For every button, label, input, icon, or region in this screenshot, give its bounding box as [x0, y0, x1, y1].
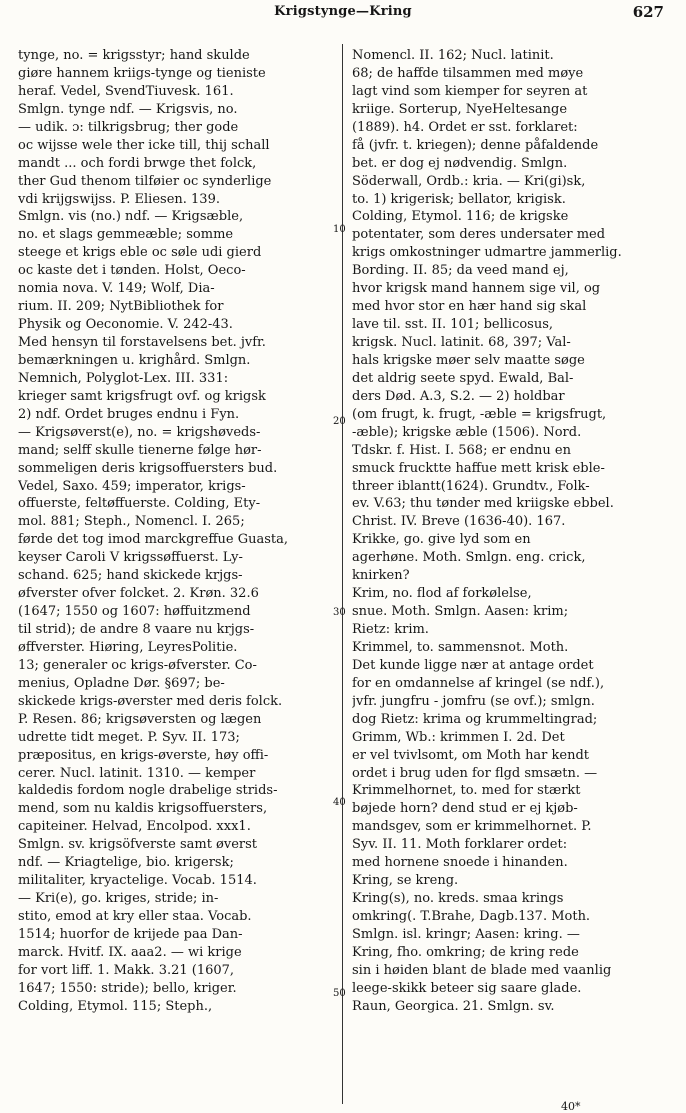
text-line: krieger samt krigsfrugt ovf. og krigsk	[18, 388, 266, 404]
text-line: præpositus, en krigs-øverste, høy offi-	[18, 747, 269, 763]
text-line: 2) ndf. Ordet bruges endnu i Fyn.	[18, 406, 240, 422]
text-line: Physik og Oeconomie. V. 242-43.	[18, 317, 233, 333]
text-line: menius, Opladne Dør. §697; be-	[18, 675, 225, 691]
text-line: steege et krigs eble oc søle udi gierd	[18, 245, 262, 261]
text-line: krigs omkostninger udmartre jammerlig.	[352, 245, 622, 261]
text-line: Raun, Georgica. 21. Smlgn. sv.	[352, 998, 555, 1014]
text-line: — udik. ɔ: tilkrigsbrug; ther gode	[18, 119, 239, 135]
signature-mark: 40*	[561, 1100, 581, 1113]
text-line: Kring, fho. omkring; de kring rede	[352, 944, 579, 960]
text-line: mol. 881; Steph., Nomencl. I. 265;	[18, 514, 245, 530]
text-line: lave til. sst. II. 101; bellicosus,	[352, 317, 554, 333]
text-line: Rietz: krim.	[352, 622, 429, 637]
line-number: 50	[333, 988, 346, 999]
text-line: ndf. — Kriagtelige, bio. krigersk;	[18, 855, 234, 871]
text-line: førde det tog imod marckgreffue Guasta,	[18, 532, 289, 548]
text-line: Bording. II. 85; da veed mand ej,	[352, 263, 569, 279]
text-line: giøre hannem kriigs-tynge og tieniste	[18, 65, 266, 81]
text-line: øffverster. Hiøring, LeyresPolitie.	[18, 639, 238, 655]
text-line: threer iblantt(1624). Grundtv., Folk-	[352, 478, 590, 494]
text-line: Colding, Etymol. 115; Steph.,	[18, 998, 213, 1014]
text-line: — Kri(e), go. kriges, stride; in-	[18, 891, 219, 907]
text-line: skickede krigs-øverster med deris folck.	[18, 693, 283, 709]
text-line: marck. Hvitf. IX. aaa2. — wi krige	[18, 944, 242, 960]
text-line: agerhøne. Moth. Smlgn. eng. crick,	[352, 550, 586, 566]
line-number: 20	[333, 416, 346, 427]
text-line: øfverster ofver folcket. 2. Krøn. 32.6	[18, 586, 259, 602]
text-line: oc wijsse wele ther icke till, thij schall	[18, 137, 270, 153]
line-number: 10	[333, 224, 346, 235]
text-line: oc kaste det i tønden. Holst, Oeco-	[18, 263, 246, 279]
text-line: Smlgn. vis (no.) ndf. — Krigsæble,	[18, 209, 244, 225]
text-line: sin i høiden blant de blade med vaanlig	[352, 962, 612, 978]
text-line: 1647; 1550: stride); bello, kriger.	[18, 980, 237, 996]
text-line: mand; selff skulle tienerne følge hør-	[18, 442, 262, 458]
page-header	[0, 0, 686, 24]
text-line: heraf. Vedel, SvendTiuvesk. 161.	[18, 83, 234, 99]
text-line: militaliter, kryactelige. Vocab. 1514.	[18, 873, 257, 889]
line-number: 30	[333, 607, 346, 618]
text-line: Krimmelhornet, to. med for stærkt	[352, 783, 581, 799]
text-line: schand. 625; hand skickede krjgs-	[18, 568, 243, 584]
text-line: ther Gud thenom tilføier oc synderlige	[18, 173, 272, 189]
text-line: potentater, som deres undersater med	[352, 227, 606, 243]
text-line: Colding, Etymol. 116; de krigske	[352, 209, 569, 225]
text-line: ordet i brug uden for flgd smsætn. —	[352, 765, 598, 781]
text-line: mandt ... och fordi brwge thet folck,	[18, 155, 257, 171]
text-line: for en omdannelse af kringel (se ndf.),	[352, 675, 605, 691]
text-line: lagt vind som kiemper for seyren at	[352, 83, 588, 99]
text-line: dog Rietz: krima og krummeltingrad;	[352, 711, 598, 727]
text-line: no. et slags gemmeæble; somme	[18, 227, 234, 243]
text-line: tynge, no. = krigsstyr; hand skulde	[18, 48, 250, 63]
text-line: 68; de haffde tilsammen med møye	[352, 65, 584, 81]
text-line: 13; generaler oc krigs-øfverster. Co-	[18, 657, 257, 673]
text-line: snue. Moth. Smlgn. Aasen: krim;	[352, 604, 569, 620]
text-line: Tdskr. f. Hist. I. 568; er endnu en	[352, 442, 571, 458]
text-line: til strid); de andre 8 vaare nu krjgs-	[18, 622, 255, 637]
text-line: det aldrig seete spyd. Ewald, Bal-	[352, 370, 574, 386]
text-line: omkring(. T.Brahe, Dagb.137. Moth.	[352, 909, 591, 924]
page-number: 627	[632, 3, 664, 21]
text-line: hvor krigsk mand hannem sige vil, og	[352, 281, 601, 297]
text-line: offuerste, feltøffuerste. Colding, Ety-	[18, 496, 261, 512]
text-line: stito, emod at kry eller staa. Vocab.	[18, 909, 252, 924]
text-line: ders Død. A.3, S.2. — 2) holdbar	[352, 388, 565, 404]
text-line: Syv. II. 11. Moth forklarer ordet:	[352, 837, 568, 853]
text-line: bet. er dog ej nødvendig. Smlgn.	[352, 155, 568, 171]
text-line: leege-skikk beteer sig saare glade.	[352, 980, 582, 996]
text-line: bemærkningen u. krighård. Smlgn.	[18, 352, 251, 368]
text-line: for vort liff. 1. Makk. 3.21 (1607,	[18, 962, 235, 978]
text-line: Smlgn. isl. kringr; Aasen: kring. —	[352, 926, 580, 942]
text-line: Vedel, Saxo. 459; imperator, krigs-	[18, 478, 246, 494]
text-line: få (jvfr. t. kriegen); denne påfaldende	[352, 137, 599, 153]
text-line: Söderwall, Ordb.: kria. — Kri(gi)sk,	[352, 173, 586, 189]
text-line: Kring, se kreng.	[352, 873, 459, 889]
text-line: Grimm, Wb.: krimmen I. 2d. Det	[352, 729, 565, 745]
text-line: (om frugt, k. frugt, -æble = krigsfrugt,	[352, 406, 607, 422]
text-line: keyser Caroli V krigssøffuerst. Ly-	[18, 550, 243, 566]
text-line: Smlgn. sv. krigsöfverste samt øverst	[18, 837, 258, 853]
text-line: smuck frucktte haffue mett krisk eble-	[352, 460, 605, 476]
text-line: rium. II. 209; NytBibliothek for	[18, 299, 224, 315]
text-line: Nomencl. II. 162; Nucl. latinit.	[352, 48, 554, 63]
text-line: (1889). h4. Ordet er sst. forklaret:	[352, 119, 578, 135]
text-line: Med hensyn til forstavelsens bet. jvfr.	[18, 335, 266, 350]
text-line: mandsgev, som er krimmelhornet. P.	[352, 819, 592, 835]
text-line: nomia nova. V. 149; Wolf, Dia-	[18, 281, 215, 297]
text-line: kriige. Sorterup, NyeHeltesange	[352, 101, 568, 117]
text-line: kaldedis fordom nogle drabelige strids-	[18, 783, 278, 799]
text-line: -æble); krigske æble (1506). Nord.	[352, 424, 582, 440]
text-line: jvfr. jungfru - jomfru (se ovf.); smlgn.	[352, 693, 595, 709]
text-line: bøjede horn? dend stud er ej kjøb-	[352, 801, 578, 817]
text-line: er vel tvivlsomt, om Moth har kendt	[352, 747, 590, 763]
text-line: ev. V.63; thu tønder med kriigske ebbel.	[352, 496, 614, 512]
text-line: udrette tidt meget. P. Syv. II. 173;	[18, 729, 240, 745]
text-line: Smlgn. tynge ndf. — Krigsvis, no.	[18, 101, 238, 117]
text-line: mend, som nu kaldis krigsoffuersters,	[18, 801, 268, 817]
right-column	[352, 47, 670, 1016]
text-line: capiteiner. Helvad, Encolpod. xxx1.	[18, 819, 251, 835]
text-line: med hornene snoede i hinanden.	[352, 855, 568, 871]
text-line: Nemnich, Polyglot-Lex. III. 331:	[18, 370, 229, 386]
text-line: krigsk. Nucl. latinit. 68, 397; Val-	[352, 335, 571, 350]
text-line: — Krigsøverst(e), no. = krigshøveds-	[18, 424, 261, 440]
text-line: 1514; huorfor de krijede paa Dan-	[18, 926, 243, 942]
text-line: P. Resen. 86; krigsøversten og lægen	[18, 711, 262, 727]
running-head: Krigstynge—Kring	[274, 4, 412, 19]
text-line: Christ. IV. Breve (1636-40). 167.	[352, 514, 566, 530]
text-line: Krikke, go. give lyd som en	[352, 532, 531, 548]
line-number: 40	[333, 797, 346, 808]
text-line: hals krigske møer selv maatte søge	[352, 352, 585, 368]
text-line: vdi krijgswijss. P. Eliesen. 139.	[18, 191, 220, 207]
text-line: Det kunde ligge nær at antage ordet	[352, 657, 594, 673]
left-column	[18, 47, 333, 1016]
text-line: Krimmel, to. sammensnot. Moth.	[352, 639, 569, 655]
text-line: to. 1) krigerisk; bellator, krigisk.	[352, 191, 566, 207]
text-line: Kring(s), no. kreds. smaa krings	[352, 891, 564, 907]
text-line: knirken?	[352, 568, 410, 584]
text-line: Krim, no. flod af forkølelse,	[352, 586, 532, 602]
text-line: sommeligen deris krigsoffuersters bud.	[18, 460, 278, 476]
text-line: cerer. Nucl. latinit. 1310. — kemper	[18, 765, 256, 781]
text-line: med hvor stor en hær hand sig skal	[352, 299, 587, 315]
column-divider	[342, 44, 343, 1104]
text-line: (1647; 1550 og 1607: høffuitzmend	[18, 604, 251, 620]
